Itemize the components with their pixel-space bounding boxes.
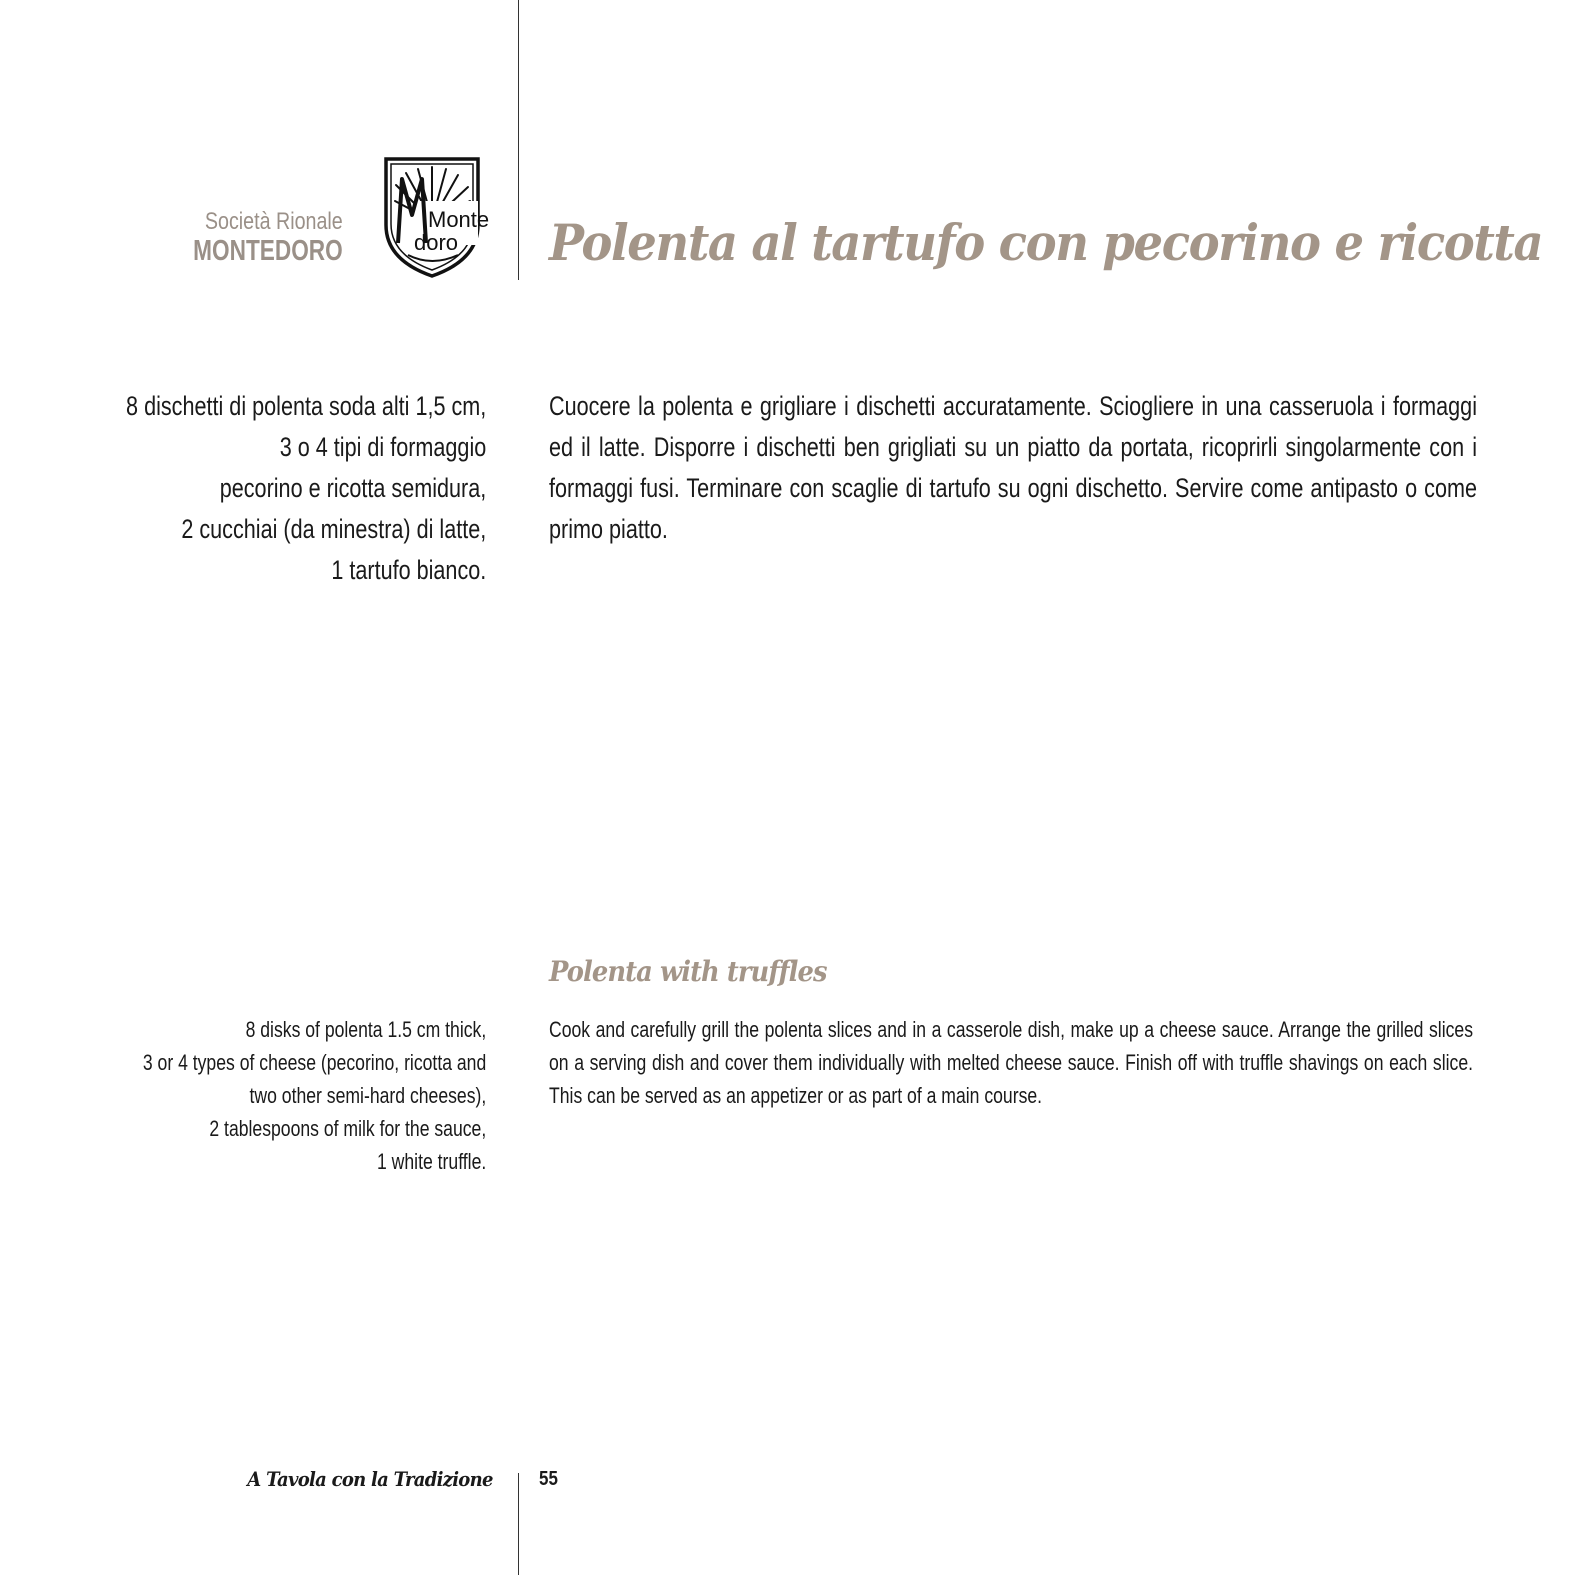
recipe-title-italian: Polenta al tartufo con pecorino e ricotta xyxy=(549,213,1543,272)
footer-book-title: A Tavola con la Tradizione xyxy=(247,1467,493,1491)
montedoro-logo-icon xyxy=(382,155,490,279)
organization-name xyxy=(151,209,343,268)
method-italian: Cuocere la polenta e grigliare i dischetti accuratamente. Sciogliere in una casseruola i formaggi ed il latte. Disporre i dischetti ben grigliati su un piatto da portata, ricoprirli singolarmente con i formaggi fusi. Terminare con scaglie di tartufo su ogni dischetto. Servire come antipasto o come primo piatto. xyxy=(549,391,1477,544)
vertical-divider-bottom xyxy=(518,1473,519,1575)
vertical-divider-top xyxy=(518,0,519,280)
org-title: MONTEDORO xyxy=(193,235,343,268)
svg-text:doro: doro xyxy=(414,230,459,255)
ingredients-english xyxy=(57,1013,486,1178)
page-number: 55 xyxy=(539,1468,558,1490)
recipe-title-english: Polenta with truffles xyxy=(549,955,827,988)
ingredients-italian xyxy=(36,386,486,591)
svg-text:Monte: Monte xyxy=(428,207,490,232)
ingredient-line: 3 or 4 types of cheese (pecorino, ricotta and xyxy=(142,1050,486,1075)
ingredient-line: 8 disks of polenta 1.5 cm thick, xyxy=(245,1017,486,1042)
ingredient-line: 1 white truffle. xyxy=(376,1149,486,1174)
ingredient-line: 2 tablespoons of milk for the sauce, xyxy=(209,1116,486,1141)
ingredient-line: two other semi-hard cheeses), xyxy=(249,1083,486,1108)
ingredient-line: 2 cucchiai (da minestra) di latte, xyxy=(181,514,486,544)
ingredient-line: 3 o 4 tipi di formaggio xyxy=(279,432,486,462)
org-subtitle: Società Rionale xyxy=(205,208,343,235)
method-english: Cook and carefully grill the polenta slices and in a casserole dish, make up a cheese sauce. Arrange the grilled slices on a serving dish and cover them individually with melted cheese sauce. Finish off with truffle shavings on each slice. This can be served as an appetizer or as part of a main course. xyxy=(549,1017,1473,1108)
ingredient-line: 1 tartufo bianco. xyxy=(331,555,486,585)
ingredient-line: 8 dischetti di polenta soda alti 1,5 cm, xyxy=(125,391,486,421)
ingredient-line: pecorino e ricotta semidura, xyxy=(219,473,486,503)
